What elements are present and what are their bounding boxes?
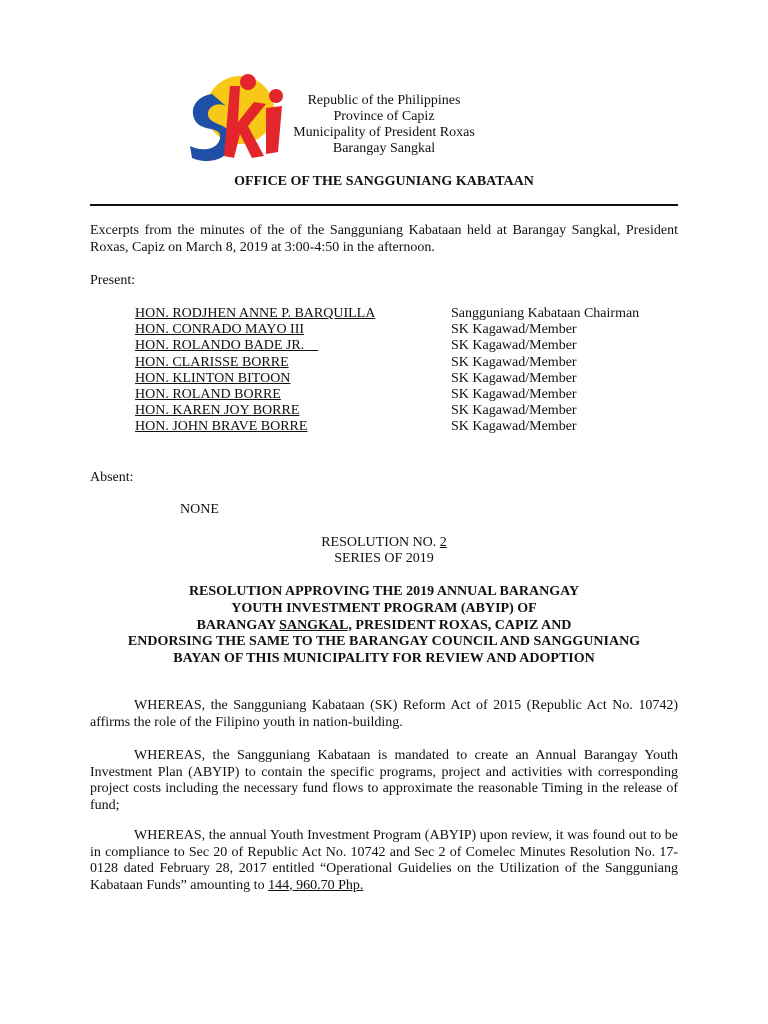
resolution-title (0, 584, 768, 668)
resolution-title-underlined: SANGKAL, (279, 617, 352, 633)
member-role: SK Kagawad/Member (451, 419, 577, 435)
resolution-title-line: YOUTH INVESTMENT PROGRAM (ABYIP) OF (231, 600, 537, 616)
present-label: Present: (90, 273, 136, 288)
resolution-title-line: RESOLUTION APPROVING THE 2019 ANNUAL BARANGAY (188, 584, 580, 599)
member-name: HON. KAREN JOY BORRE (135, 403, 300, 419)
member-name: HON. CONRADO MAYO III (135, 322, 305, 338)
header-line-barangay: Barangay Sangkal (332, 141, 436, 156)
resolution-number-prefix: RESOLUTION NO. (321, 535, 440, 550)
office-title: OFFICE OF THE SANGGUNIANG KABATAAN (234, 174, 534, 189)
absent-value: NONE (180, 502, 219, 517)
member-name: HON. JOHN BRAVE BORRE (135, 419, 308, 435)
member-role: SK Kagawad/Member (451, 338, 577, 354)
member-row (135, 338, 655, 354)
member-name: HON. CLARISSE BORRE (135, 354, 289, 370)
whereas-paragraph-2: WHEREAS, the Sangguniang Kabataan is mandated to create an Annual Barangay Youth Investment Plan (ABYIP) to contain the specific programs, project and activities with corresponding project costs including the necessary fund flows to approximate the reasonable Timing in the release of fund; (90, 748, 678, 813)
resolution-number-value: 2 (439, 535, 447, 550)
logo-head-red (240, 74, 256, 90)
whereas-paragraph-3-text: WHEREAS, the annual Youth Investment Program (ABYIP) upon review, it was found out to be in compliance to Sec 20 of Republic Act No. 10742 and Sec 2 of Comelec Minutes Resolution No. 17-0128 dated February 28, 2017 entitled “Operational Guidelies on the Utilization of the Sangguniang Kabataan Funds” amounting to (90, 828, 678, 893)
member-row (135, 419, 655, 435)
logo-head-red-2 (269, 89, 283, 103)
resolution-number (0, 535, 768, 552)
member-role: Sangguniang Kabataan Chairman (451, 306, 640, 321)
member-row (135, 371, 655, 387)
header-line-country: Republic of the Philippines (307, 93, 461, 108)
member-name: HON. ROLANDO BADE JR. (135, 338, 305, 354)
member-row (135, 322, 655, 338)
members-list (135, 306, 655, 436)
ayip-amount: 144, 960.70 Php. (268, 877, 364, 893)
resolution-series: SERIES OF 2019 (334, 551, 434, 566)
member-name: HON. RODJHEN ANNE P. BARQUILLA (135, 306, 376, 321)
member-row (135, 387, 655, 403)
logo-figure-shape (266, 106, 282, 154)
header-line-municipality: Municipality of President Roxas (293, 125, 475, 140)
minutes-intro: Excerpts from the minutes of the of the Sangguniang Kabataan held at Barangay Sangkal, President Roxas, Capiz on March 8, 2019 at 3:00-4:50 in the afternoon. (90, 223, 678, 255)
member-row (135, 355, 655, 371)
sk-logo (182, 66, 292, 166)
member-name: HON. KLINTON BITOON (135, 370, 291, 386)
resolution-title-line: ENDORSING THE SAME TO THE BARANGAY COUNCIL AND SANGGUNIANG (127, 634, 641, 650)
member-role: SK Kagawad/Member (451, 403, 577, 419)
absent-label: Absent: (90, 470, 134, 485)
member-name: HON. ROLAND BORRE (135, 386, 281, 402)
member-role: SK Kagawad/Member (451, 322, 577, 338)
member-role: SK Kagawad/Member (451, 386, 577, 402)
header-line-province: Province of Capiz (333, 109, 435, 124)
member-role: SK Kagawad/Member (451, 354, 577, 370)
whereas-paragraph-3 (90, 828, 678, 894)
member-role: SK Kagawad/Member (451, 370, 577, 386)
member-row (135, 306, 655, 322)
resolution-title-line: BARANGAY SANGKAL, PRESIDENT ROXAS, CAPIZ AND (196, 617, 572, 633)
header-divider (90, 204, 678, 206)
header-address (284, 93, 484, 157)
whereas-paragraph-1: WHEREAS, the Sangguniang Kabataan (SK) Reform Act of 2015 (Republic Act No. 10742) affirms the role of the Filipino youth in nation-building. (90, 698, 678, 730)
resolution-title-line: BAYAN OF THIS MUNICIPALITY FOR REVIEW AND ADOPTION (173, 651, 595, 667)
member-row (135, 403, 655, 419)
